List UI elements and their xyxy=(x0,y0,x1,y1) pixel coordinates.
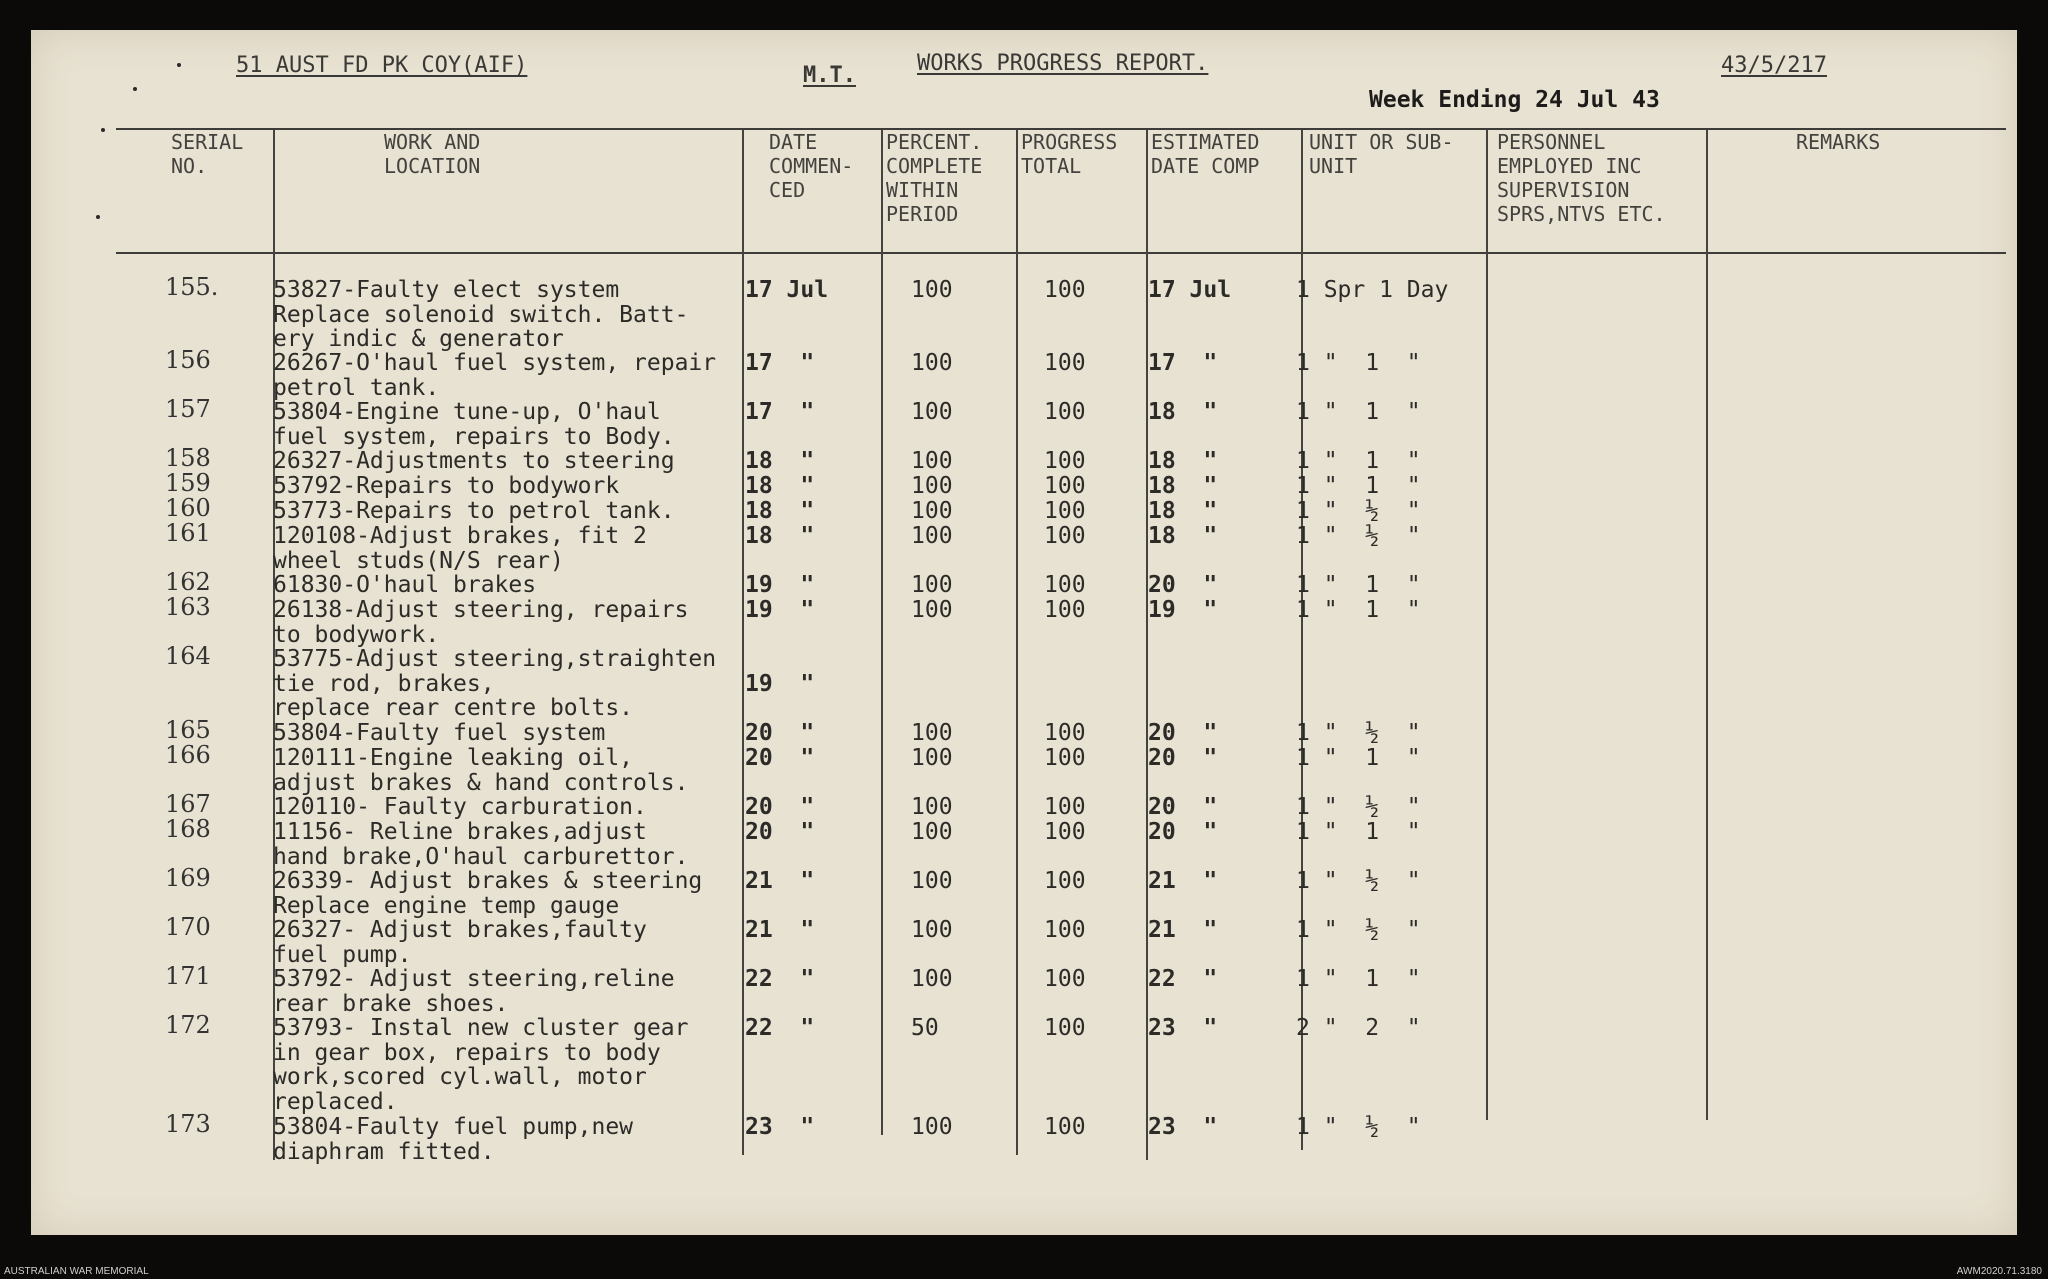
unit-subunit: 1 " ½ " xyxy=(1296,498,1421,524)
estimated-date: 20 " xyxy=(1148,794,1218,820)
column-header-line: WORK AND xyxy=(384,130,481,154)
serial-number: 173 xyxy=(165,1110,211,1138)
work-description-line: 53773-Repairs to petrol tank. xyxy=(273,498,675,524)
paper-speck xyxy=(101,128,105,132)
percent-complete: 100 xyxy=(911,448,953,474)
progress-total: 100 xyxy=(1044,350,1086,376)
progress-total: 100 xyxy=(1044,819,1086,845)
column-rule xyxy=(1486,130,1488,1120)
estimated-date: 21 " xyxy=(1148,917,1218,943)
column-header-line: UNIT xyxy=(1309,154,1358,178)
work-description-line: ery indic & generator xyxy=(273,326,564,353)
estimated-date: 18 " xyxy=(1148,473,1218,499)
progress-total: 100 xyxy=(1044,448,1086,474)
work-description-line: petrol tank. xyxy=(273,374,440,401)
section-label: M.T. xyxy=(803,63,856,88)
serial-number: 170 xyxy=(165,913,211,941)
work-description-line: 53775-Adjust steering,straighten xyxy=(273,646,717,672)
progress-total: 100 xyxy=(1044,473,1086,499)
column-rule xyxy=(1706,130,1708,1120)
work-description-line: wheel studs(N/S rear) xyxy=(273,547,564,574)
work-description-line: 120111-Engine leaking oil, xyxy=(273,745,634,771)
unit-subunit: 2 " 2 " xyxy=(1296,1015,1421,1041)
column-header-line: PERIOD xyxy=(886,202,959,226)
column-header-line: LOCATION xyxy=(384,154,481,178)
estimated-date: 20 " xyxy=(1148,819,1218,845)
work-description-line: replaced. xyxy=(273,1088,398,1115)
unit-subunit: 1 " ½ " xyxy=(1296,917,1421,943)
percent-complete: 100 xyxy=(911,819,953,845)
unit-subunit: 1 " 1 " xyxy=(1296,473,1421,499)
percent-complete: 100 xyxy=(911,572,953,598)
work-description-line: 26327- Adjust brakes,faulty xyxy=(273,917,647,943)
work-description-line: 26138-Adjust steering, repairs xyxy=(273,597,689,623)
work-description-line: work,scored cyl.wall, motor xyxy=(273,1064,647,1091)
estimated-date: 21 " xyxy=(1148,868,1218,894)
estimated-date: 18 " xyxy=(1148,448,1218,474)
work-description-line: 26327-Adjustments to steering xyxy=(273,448,675,474)
work-description-line: 53792- Adjust steering,reline xyxy=(273,966,675,992)
percent-complete: 100 xyxy=(911,917,953,943)
date-commenced: 21 " xyxy=(745,868,815,894)
report-title: WORKS PROGRESS REPORT. xyxy=(917,51,1209,76)
serial-number: 155. xyxy=(165,273,219,301)
date-commenced: 22 " xyxy=(745,1015,815,1041)
header-bottom-rule xyxy=(116,252,2006,254)
progress-total: 100 xyxy=(1044,399,1086,425)
date-commenced: 20 " xyxy=(745,720,815,746)
column-header-serial xyxy=(171,130,243,178)
work-description-line: 53804-Faulty fuel system xyxy=(273,720,606,746)
column-header-line: DATE COMP xyxy=(1151,154,1260,178)
unit-subunit: 1 " ½ " xyxy=(1296,523,1421,549)
column-header-percent xyxy=(886,130,982,226)
percent-complete: 100 xyxy=(911,868,953,894)
column-header-date xyxy=(769,130,853,202)
column-header-line: SPRS,NTVS ETC. xyxy=(1497,202,1666,226)
percent-complete: 100 xyxy=(911,966,953,992)
unit-subunit: 1 " 1 " xyxy=(1296,819,1421,845)
progress-total: 100 xyxy=(1044,1114,1086,1140)
serial-number: 168 xyxy=(165,815,211,843)
work-description-line: in gear box, repairs to body xyxy=(273,1039,661,1066)
estimated-date: 20 " xyxy=(1148,745,1218,771)
work-description-line: adjust brakes & hand controls. xyxy=(273,769,689,796)
paper-speck xyxy=(96,215,100,219)
estimated-date: 17 " xyxy=(1148,350,1218,376)
unit-subunit: 1 " 1 " xyxy=(1296,572,1421,598)
unit-title: 51 AUST FD PK COY(AIF) xyxy=(236,53,528,78)
progress-total: 100 xyxy=(1044,597,1086,623)
progress-total: 100 xyxy=(1044,720,1086,746)
progress-total: 100 xyxy=(1044,523,1086,549)
work-description-line: hand brake,O'haul carburettor. xyxy=(273,843,689,870)
date-commenced: 21 " xyxy=(745,917,815,943)
date-commenced: 17 " xyxy=(745,399,815,425)
percent-complete: 100 xyxy=(911,350,953,376)
estimated-date: 22 " xyxy=(1148,966,1218,992)
date-commenced: 23 " xyxy=(745,1114,815,1140)
column-header-unit xyxy=(1309,130,1454,178)
unit-subunit: 1 " 1 " xyxy=(1296,399,1421,425)
percent-complete: 100 xyxy=(911,498,953,524)
column-header-line: SUPERVISION xyxy=(1497,178,1630,202)
column-rule xyxy=(742,130,744,1155)
column-header-line: CED xyxy=(769,178,806,202)
serial-number: 157 xyxy=(165,395,211,423)
work-description-line: diaphram fitted. xyxy=(273,1138,495,1165)
percent-complete: 100 xyxy=(911,794,953,820)
unit-subunit: 1 " ½ " xyxy=(1296,1114,1421,1140)
serial-number: 172 xyxy=(165,1011,211,1039)
work-description-line: 120110- Faulty carburation. xyxy=(273,794,647,820)
date-commenced: 18 " xyxy=(745,448,815,474)
serial-number: 169 xyxy=(165,864,211,892)
work-description-line: replace rear centre bolts. xyxy=(273,695,634,722)
work-description-line: rear brake shoes. xyxy=(273,990,509,1017)
column-header-line: WITHIN xyxy=(886,178,959,202)
serial-number: 163 xyxy=(165,593,211,621)
percent-complete: 100 xyxy=(911,597,953,623)
serial-number: 171 xyxy=(165,962,211,990)
date-commenced: 18 " xyxy=(745,498,815,524)
column-header-estimated xyxy=(1151,130,1259,178)
source-credit: AUSTRALIAN WAR MEMORIAL xyxy=(4,1266,149,1277)
column-header-line: UNIT OR SUB- xyxy=(1309,130,1454,154)
column-header-personnel xyxy=(1497,130,1666,226)
date-commenced: 20 " xyxy=(745,819,815,845)
week-ending: Week Ending 24 Jul 43 xyxy=(1369,87,1660,113)
column-header-line: PERCENT. xyxy=(886,130,983,154)
estimated-date: 18 " xyxy=(1148,498,1218,524)
archive-id: AWM2020.71.3180 xyxy=(1956,1266,2042,1277)
percent-complete: 100 xyxy=(911,473,953,499)
column-header-line: DATE xyxy=(769,130,818,154)
estimated-date: 20 " xyxy=(1148,720,1218,746)
progress-total: 100 xyxy=(1044,917,1086,943)
estimated-date: 18 " xyxy=(1148,399,1218,425)
estimated-date: 20 " xyxy=(1148,572,1218,598)
date-commenced: 19 " xyxy=(745,597,815,623)
unit-subunit: 1 " ½ " xyxy=(1296,794,1421,820)
serial-number: 167 xyxy=(165,790,211,818)
unit-subunit: 1 Spr 1 Day xyxy=(1296,277,1449,303)
progress-total: 100 xyxy=(1044,794,1086,820)
serial-number: 164 xyxy=(165,642,211,670)
estimated-date: 23 " xyxy=(1148,1114,1218,1140)
work-description-line: 11156- Reline brakes,adjust xyxy=(273,819,647,845)
unit-subunit: 1 " ½ " xyxy=(1296,720,1421,746)
percent-complete: 100 xyxy=(911,277,953,303)
work-description-line: tie rod, brakes, xyxy=(273,670,495,697)
serial-number: 156 xyxy=(165,346,211,374)
column-header-line: COMMEN- xyxy=(769,154,854,178)
serial-number: 160 xyxy=(165,494,211,522)
work-description-line: to bodywork. xyxy=(273,621,440,648)
date-commenced: 20 " xyxy=(745,745,815,771)
progress-total: 100 xyxy=(1044,498,1086,524)
work-description-line: 26267-O'haul fuel system, repair xyxy=(273,350,717,376)
column-header-remarks xyxy=(1796,130,1880,154)
serial-number: 159 xyxy=(165,469,211,497)
unit-subunit: 1 " 1 " xyxy=(1296,966,1421,992)
date-commenced: 17 " xyxy=(745,350,815,376)
date-commenced: 17 Jul xyxy=(745,277,829,303)
date-commenced: 18 " xyxy=(745,523,815,549)
date-commenced: 19 " xyxy=(745,572,815,598)
percent-complete: 100 xyxy=(911,399,953,425)
work-description-line: fuel system, repairs to Body. xyxy=(273,423,675,450)
work-description-line: 53827-Faulty elect system xyxy=(273,277,620,303)
estimated-date: 17 Jul xyxy=(1148,277,1232,303)
percent-complete: 100 xyxy=(911,745,953,771)
percent-complete: 50 xyxy=(911,1015,939,1041)
column-header-work xyxy=(384,130,480,178)
column-header-line: EMPLOYED INC xyxy=(1497,154,1642,178)
serial-number: 165 xyxy=(165,716,211,744)
work-description-line: 120108-Adjust brakes, fit 2 xyxy=(273,523,647,549)
date-commenced: 18 " xyxy=(745,473,815,499)
date-commenced: 20 " xyxy=(745,794,815,820)
unit-subunit: 1 " 1 " xyxy=(1296,745,1421,771)
column-header-line: PROGRESS xyxy=(1021,130,1118,154)
unit-subunit: 1 " 1 " xyxy=(1296,448,1421,474)
document-page xyxy=(31,30,2017,1235)
unit-subunit: 1 " ½ " xyxy=(1296,868,1421,894)
progress-total: 100 xyxy=(1044,277,1086,303)
date-commenced: 22 " xyxy=(745,966,815,992)
column-header-line: PERSONNEL xyxy=(1497,130,1606,154)
work-description-line: 53793- Instal new cluster gear xyxy=(273,1015,689,1041)
work-description-line: 53804-Faulty fuel pump,new xyxy=(273,1114,634,1140)
work-description-line: 26339- Adjust brakes & steering xyxy=(273,868,703,894)
unit-subunit: 1 " 1 " xyxy=(1296,350,1421,376)
column-header-line: ESTIMATED xyxy=(1151,130,1260,154)
progress-total: 100 xyxy=(1044,745,1086,771)
column-header-progress xyxy=(1021,130,1117,178)
column-header-line: TOTAL xyxy=(1021,154,1082,178)
progress-total: 100 xyxy=(1044,1015,1086,1041)
unit-subunit: 1 " 1 " xyxy=(1296,597,1421,623)
serial-number: 158 xyxy=(165,444,211,472)
work-description-line: Replace engine temp gauge xyxy=(273,892,620,919)
progress-total: 100 xyxy=(1044,868,1086,894)
work-description-line: 53792-Repairs to bodywork xyxy=(273,473,620,499)
paper-speck xyxy=(177,63,181,67)
progress-total: 100 xyxy=(1044,572,1086,598)
percent-complete: 100 xyxy=(911,523,953,549)
estimated-date: 19 " xyxy=(1148,597,1218,623)
column-rule xyxy=(1016,130,1018,1155)
column-header-line: SERIAL xyxy=(171,130,244,154)
work-description-line: Replace solenoid switch. Batt- xyxy=(273,301,689,328)
percent-complete: 100 xyxy=(911,1114,953,1140)
work-description-line: fuel pump. xyxy=(273,941,412,968)
column-header-line: NO. xyxy=(171,154,208,178)
serial-number: 166 xyxy=(165,741,211,769)
serial-number: 162 xyxy=(165,568,211,596)
estimated-date: 23 " xyxy=(1148,1015,1218,1041)
work-description-line: 53804-Engine tune-up, O'haul xyxy=(273,399,661,425)
column-header-line: REMARKS xyxy=(1796,130,1881,154)
file-reference: 43/5/217 xyxy=(1721,53,1827,78)
percent-complete: 100 xyxy=(911,720,953,746)
paper-speck xyxy=(133,87,137,91)
work-description-line: 61830-O'haul brakes xyxy=(273,572,537,598)
serial-number: 161 xyxy=(165,519,211,547)
column-rule xyxy=(881,130,883,1135)
estimated-date: 18 " xyxy=(1148,523,1218,549)
date-commenced: 19 " xyxy=(745,670,815,697)
column-header-line: COMPLETE xyxy=(886,154,983,178)
progress-total: 100 xyxy=(1044,966,1086,992)
